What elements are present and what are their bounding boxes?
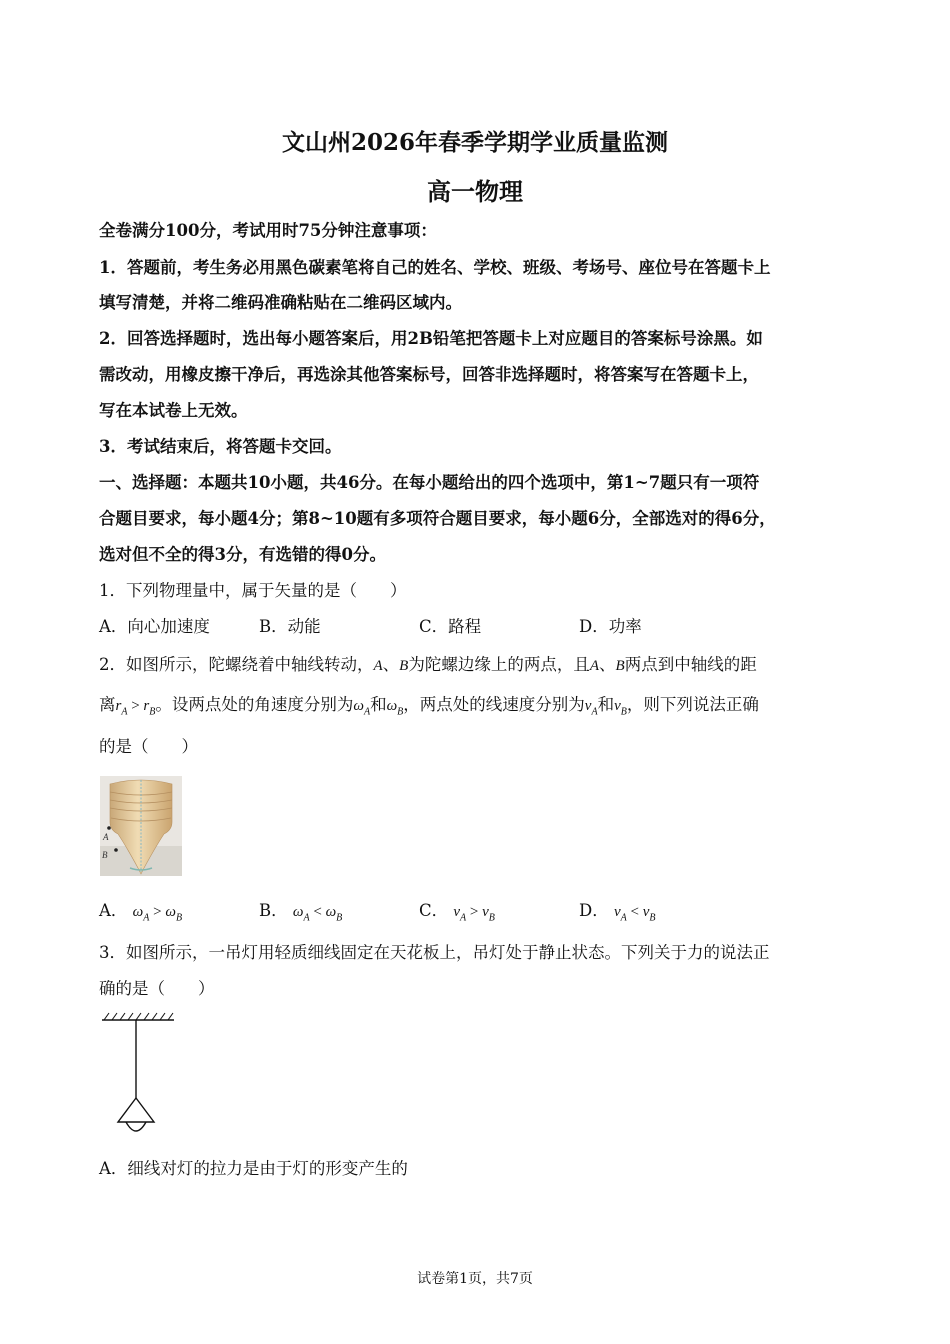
- q2-stem-line3: 的是（ ）: [99, 737, 198, 756]
- option-sym: ω: [325, 904, 337, 920]
- option-op: >: [149, 904, 166, 920]
- q2-text: 为陀螺边缘上的两点，且: [408, 655, 590, 674]
- q2-point-a: A: [373, 658, 383, 674]
- option-letter: D．: [579, 901, 609, 920]
- option-sub: A: [460, 912, 467, 924]
- instruction-1-line1: 1．答题前，考生务必用黑色碳素笔将自己的姓名、学校、班级、考场号、座位号在答题卡上: [99, 258, 771, 277]
- q2-sub: B: [149, 706, 156, 718]
- exam-subject: 高一物理: [427, 177, 523, 206]
- q2-math: r: [115, 698, 122, 714]
- q2-text: 和: [597, 695, 615, 714]
- page-footer: 试卷第1页，共7页: [417, 1271, 533, 1287]
- instruction-3: 3．考试结束后，将答题卡交回。: [99, 437, 342, 456]
- q3-option-a: A．细线对灯的拉力是由于灯的形变产生的: [99, 1159, 408, 1178]
- figure-label-b: B: [102, 850, 108, 860]
- option-sym: ω: [165, 904, 176, 920]
- q2-text: ，则下列说法正确: [626, 695, 759, 714]
- q2-text: 、: [382, 655, 400, 674]
- q3-stem-line1: 3．如图所示，一吊灯用轻质细线固定在天花板上，吊灯处于静止状态。下列关于力的说法正: [99, 943, 770, 962]
- figure-label-a: A: [103, 832, 109, 842]
- hanging-lamp-figure: [98, 1010, 178, 1142]
- exam-title: 文山州2026年春季学期学业质量监测: [281, 129, 668, 156]
- q1-option-a: A．向心加速度: [99, 617, 210, 636]
- option-sub: B: [649, 912, 656, 924]
- instruction-2-line1: 2．回答选择题时，选出每小题答案后，用2B铅笔把答题卡上对应题目的答案标号涂黑。如: [99, 329, 763, 348]
- q2-point-b: B: [399, 658, 409, 674]
- instructions-intro: 全卷满分100分，考试用时75分钟注意事项：: [99, 221, 437, 240]
- option-sym: v: [453, 904, 461, 920]
- q2-math: ω: [353, 698, 364, 714]
- option-letter: C．: [419, 901, 449, 920]
- q2-sub: B: [620, 706, 627, 718]
- q2-text: 离: [99, 695, 116, 714]
- q2-math: ω: [386, 698, 398, 714]
- option-sym: ω: [292, 904, 304, 920]
- q2-option-b: [259, 900, 342, 929]
- q2-text: 、: [599, 655, 616, 674]
- option-sym: v: [642, 904, 650, 920]
- q2-op: >: [127, 698, 144, 714]
- q2-text: 。设两点处的角速度分别为: [155, 695, 354, 714]
- q2-sub: A: [121, 706, 128, 718]
- q1-option-c: C．路程: [419, 617, 482, 636]
- section1-line2: 合题目要求，每小题4分；第8~10题有多项符合题目要求，每小题6分，全部选对的得6分，: [99, 509, 776, 528]
- option-sub: A: [303, 912, 310, 924]
- q2-point-a: A: [589, 658, 600, 674]
- instruction-2-line3: 写在本试卷上无效。: [99, 401, 248, 420]
- q2-sub: A: [591, 706, 598, 718]
- q2-option-a: [99, 900, 182, 929]
- q2-text: ，两点处的线速度分别为: [403, 695, 585, 714]
- option-sub: A: [143, 912, 150, 924]
- q2-sub: B: [397, 706, 404, 718]
- q1-option-b: B．动能: [259, 617, 321, 636]
- option-sym: ω: [132, 904, 144, 920]
- q2-math: v: [614, 698, 621, 714]
- q2-stem-line2: [99, 694, 859, 723]
- option-sym: v: [613, 904, 621, 920]
- q2-text: 两点到中轴线的距: [624, 655, 757, 674]
- option-sym: v: [482, 904, 489, 920]
- q2-math: r: [143, 698, 150, 714]
- option-letter: A．: [99, 901, 128, 920]
- q3-stem-line2: 确的是（ ）: [99, 979, 215, 998]
- q2-math: v: [584, 698, 592, 714]
- q2-stem-line1: [99, 654, 859, 677]
- q2-option-c: [419, 900, 495, 929]
- option-sub: A: [620, 912, 627, 924]
- q1-stem: 1．下列物理量中，属于矢量的是（ ）: [99, 581, 407, 600]
- option-sub: B: [336, 912, 343, 924]
- section1-line3: 选对但不全的得3分，有选错的得0分。: [99, 545, 386, 564]
- section1-line1: 一、选择题：本题共10小题，共46分。在每小题给出的四个选项中，第1~7题只有一项符: [99, 473, 760, 492]
- q2-text: 和: [370, 695, 387, 714]
- option-op: <: [626, 904, 643, 920]
- q2-point-b: B: [615, 658, 625, 674]
- q2-sub: A: [363, 706, 371, 718]
- q2-option-d: [579, 900, 656, 929]
- q1-option-d: D．功率: [579, 617, 642, 636]
- instruction-1-line2: 填写清楚，并将二维码准确粘贴在二维码区域内。: [99, 293, 462, 312]
- q2-text: 2．如图所示，陀螺绕着中轴线转动，: [99, 655, 374, 674]
- option-letter: B．: [259, 901, 288, 920]
- option-sub: B: [488, 912, 495, 924]
- option-op: >: [466, 904, 483, 920]
- option-op: <: [309, 904, 326, 920]
- option-sub: B: [175, 912, 183, 924]
- spinning-top-figure: [100, 776, 182, 876]
- instruction-2-line2: 需改动，用橡皮擦干净后，再选涂其他答案标号，回答非选择题时，将答案写在答题卡上，: [99, 365, 759, 384]
